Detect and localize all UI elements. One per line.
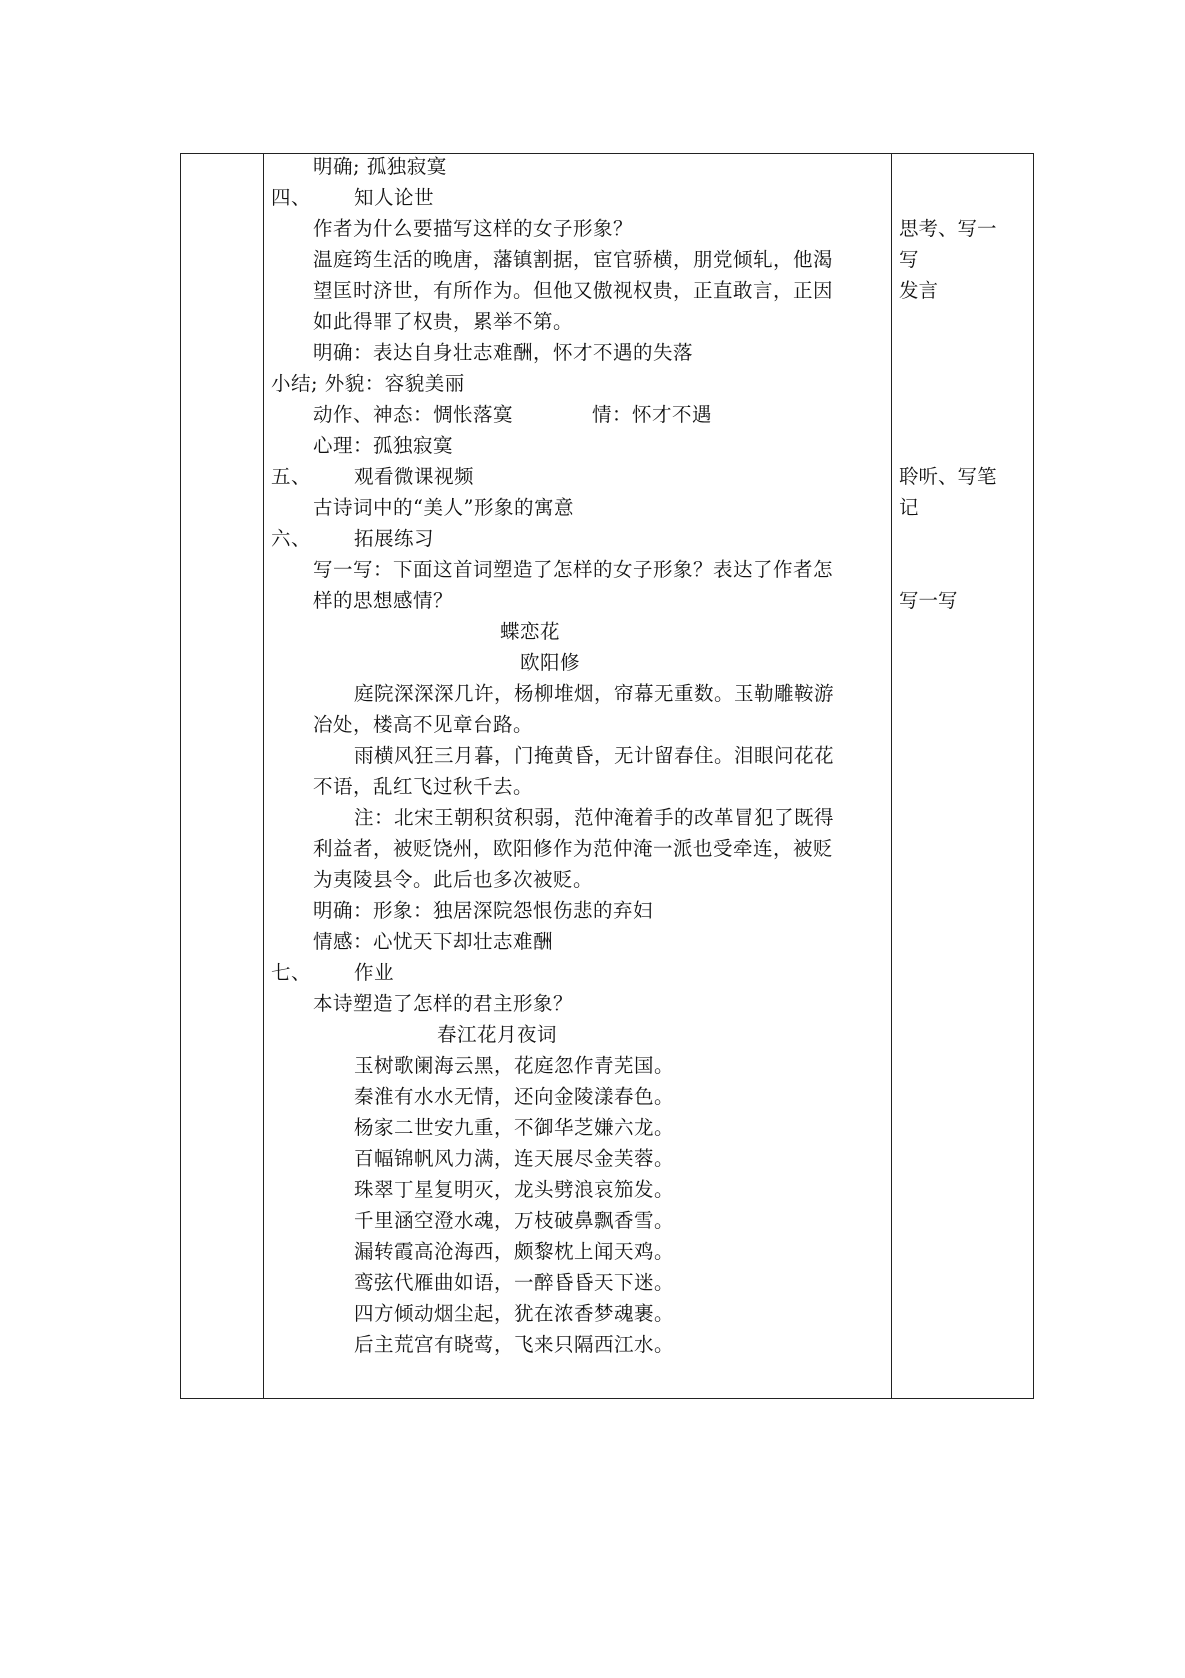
activity-text: 写 — [899, 248, 919, 271]
text-line: 本诗塑造了怎样的君主形象？ — [313, 992, 574, 1015]
text-line: 明确：形象：独居深院怨恨伤悲的弃妇 — [313, 899, 654, 922]
poem-line: 秦淮有水水无情，还向金陵漾春色。 — [354, 1085, 675, 1108]
poem-title: 蝶恋花 — [500, 620, 561, 643]
poem-line: 鸾弦代雁曲如语，一醉昏昏天下迷。 — [354, 1271, 675, 1294]
section-number: 七、 — [271, 961, 312, 984]
text-line: 温庭筠生活的晚唐，藩镇割据，宦官骄横，朋党倾轧，他渴 — [313, 248, 834, 271]
text-line: 为夷陵县令。此后也多次被贬。 — [313, 868, 594, 891]
column-divider — [263, 154, 264, 1398]
column-divider — [891, 154, 892, 1398]
activity-text: 写一写 — [899, 589, 958, 612]
poem-line: 千里涵空澄水魂，万枝破鼻飘香雪。 — [354, 1209, 675, 1232]
poem-line: 杨家二世安九重，不御华芝嫌六龙。 — [354, 1116, 675, 1139]
text-line: 心理：孤独寂寞 — [313, 434, 454, 457]
activity-text: 聆听、写笔 — [899, 465, 997, 488]
text-line: 明确; 孤独寂寞 — [313, 155, 447, 178]
activity-text: 发言 — [899, 279, 939, 302]
text-line: 小结; 外貌：容貌美丽 — [271, 372, 465, 395]
section-number: 四、 — [271, 186, 312, 209]
text-line: 如此得罪了权贵，累举不第。 — [313, 310, 574, 333]
text-line: 写一写：下面这首词塑造了怎样的女子形象？表达了作者怎 — [313, 558, 834, 581]
text-line: 样的思想感情？ — [313, 589, 454, 612]
section-number: 六、 — [271, 527, 312, 550]
text-line: 动作、神态：惆怅落寞 — [313, 403, 514, 426]
text-line: 注：北宋王朝积贫积弱，范仲淹着手的改革冒犯了既得 — [354, 806, 835, 829]
text-line: 利益者，被贬饶州，欧阳修作为范仲淹一派也受牵连，被贬 — [313, 837, 834, 860]
poem-line: 漏转霞高沧海西，颇黎枕上闻天鸡。 — [354, 1240, 675, 1263]
section-heading: 拓展练习 — [354, 527, 435, 550]
text-line: 望匡时济世，有所作为。但他又傲视权贵，正直敢言，正因 — [313, 279, 834, 302]
text-line: 明确：表达自身壮志难酬，怀才不遇的失落 — [313, 341, 694, 364]
text-line: 不语，乱红飞过秋千去。 — [313, 775, 534, 798]
text-line: 作者为什么要描写这样的女子形象？ — [313, 217, 634, 240]
section-heading: 知人论世 — [354, 186, 435, 209]
section-heading: 作业 — [354, 961, 395, 984]
poem-author: 欧阳修 — [520, 651, 581, 674]
section-heading: 观看微课视频 — [354, 465, 475, 488]
activity-text: 思考、写一 — [899, 217, 997, 240]
poem-line: 玉树歌阑海云黑，花庭忽作青芜国。 — [354, 1054, 675, 1077]
poem-title: 春江花月夜词 — [437, 1023, 558, 1046]
text-line: 情感：心忧天下却壮志难酬 — [313, 930, 554, 953]
text-line: 雨横风狂三月暮，门掩黄昏，无计留春住。泪眼问花花 — [354, 744, 835, 767]
text-line: 情：怀才不遇 — [592, 403, 713, 426]
text-line: 庭院深深深几许，杨柳堆烟，帘幕无重数。玉勒雕鞍游 — [354, 682, 835, 705]
section-number: 五、 — [271, 465, 312, 488]
poem-line: 珠翠丁星复明灭，龙头劈浪哀笳发。 — [354, 1178, 675, 1201]
text-line: 古诗词中的“美人”形象的寓意 — [313, 496, 574, 519]
text-line: 冶处，楼高不见章台路。 — [313, 713, 534, 736]
activity-text: 记 — [899, 496, 919, 519]
poem-line: 四方倾动烟尘起，犹在浓香梦魂裹。 — [354, 1302, 675, 1325]
poem-line: 百幅锦帆风力满，连天展尽金芙蓉。 — [354, 1147, 675, 1170]
poem-line: 后主荒宫有晓莺，飞来只隔西江水。 — [354, 1333, 675, 1356]
